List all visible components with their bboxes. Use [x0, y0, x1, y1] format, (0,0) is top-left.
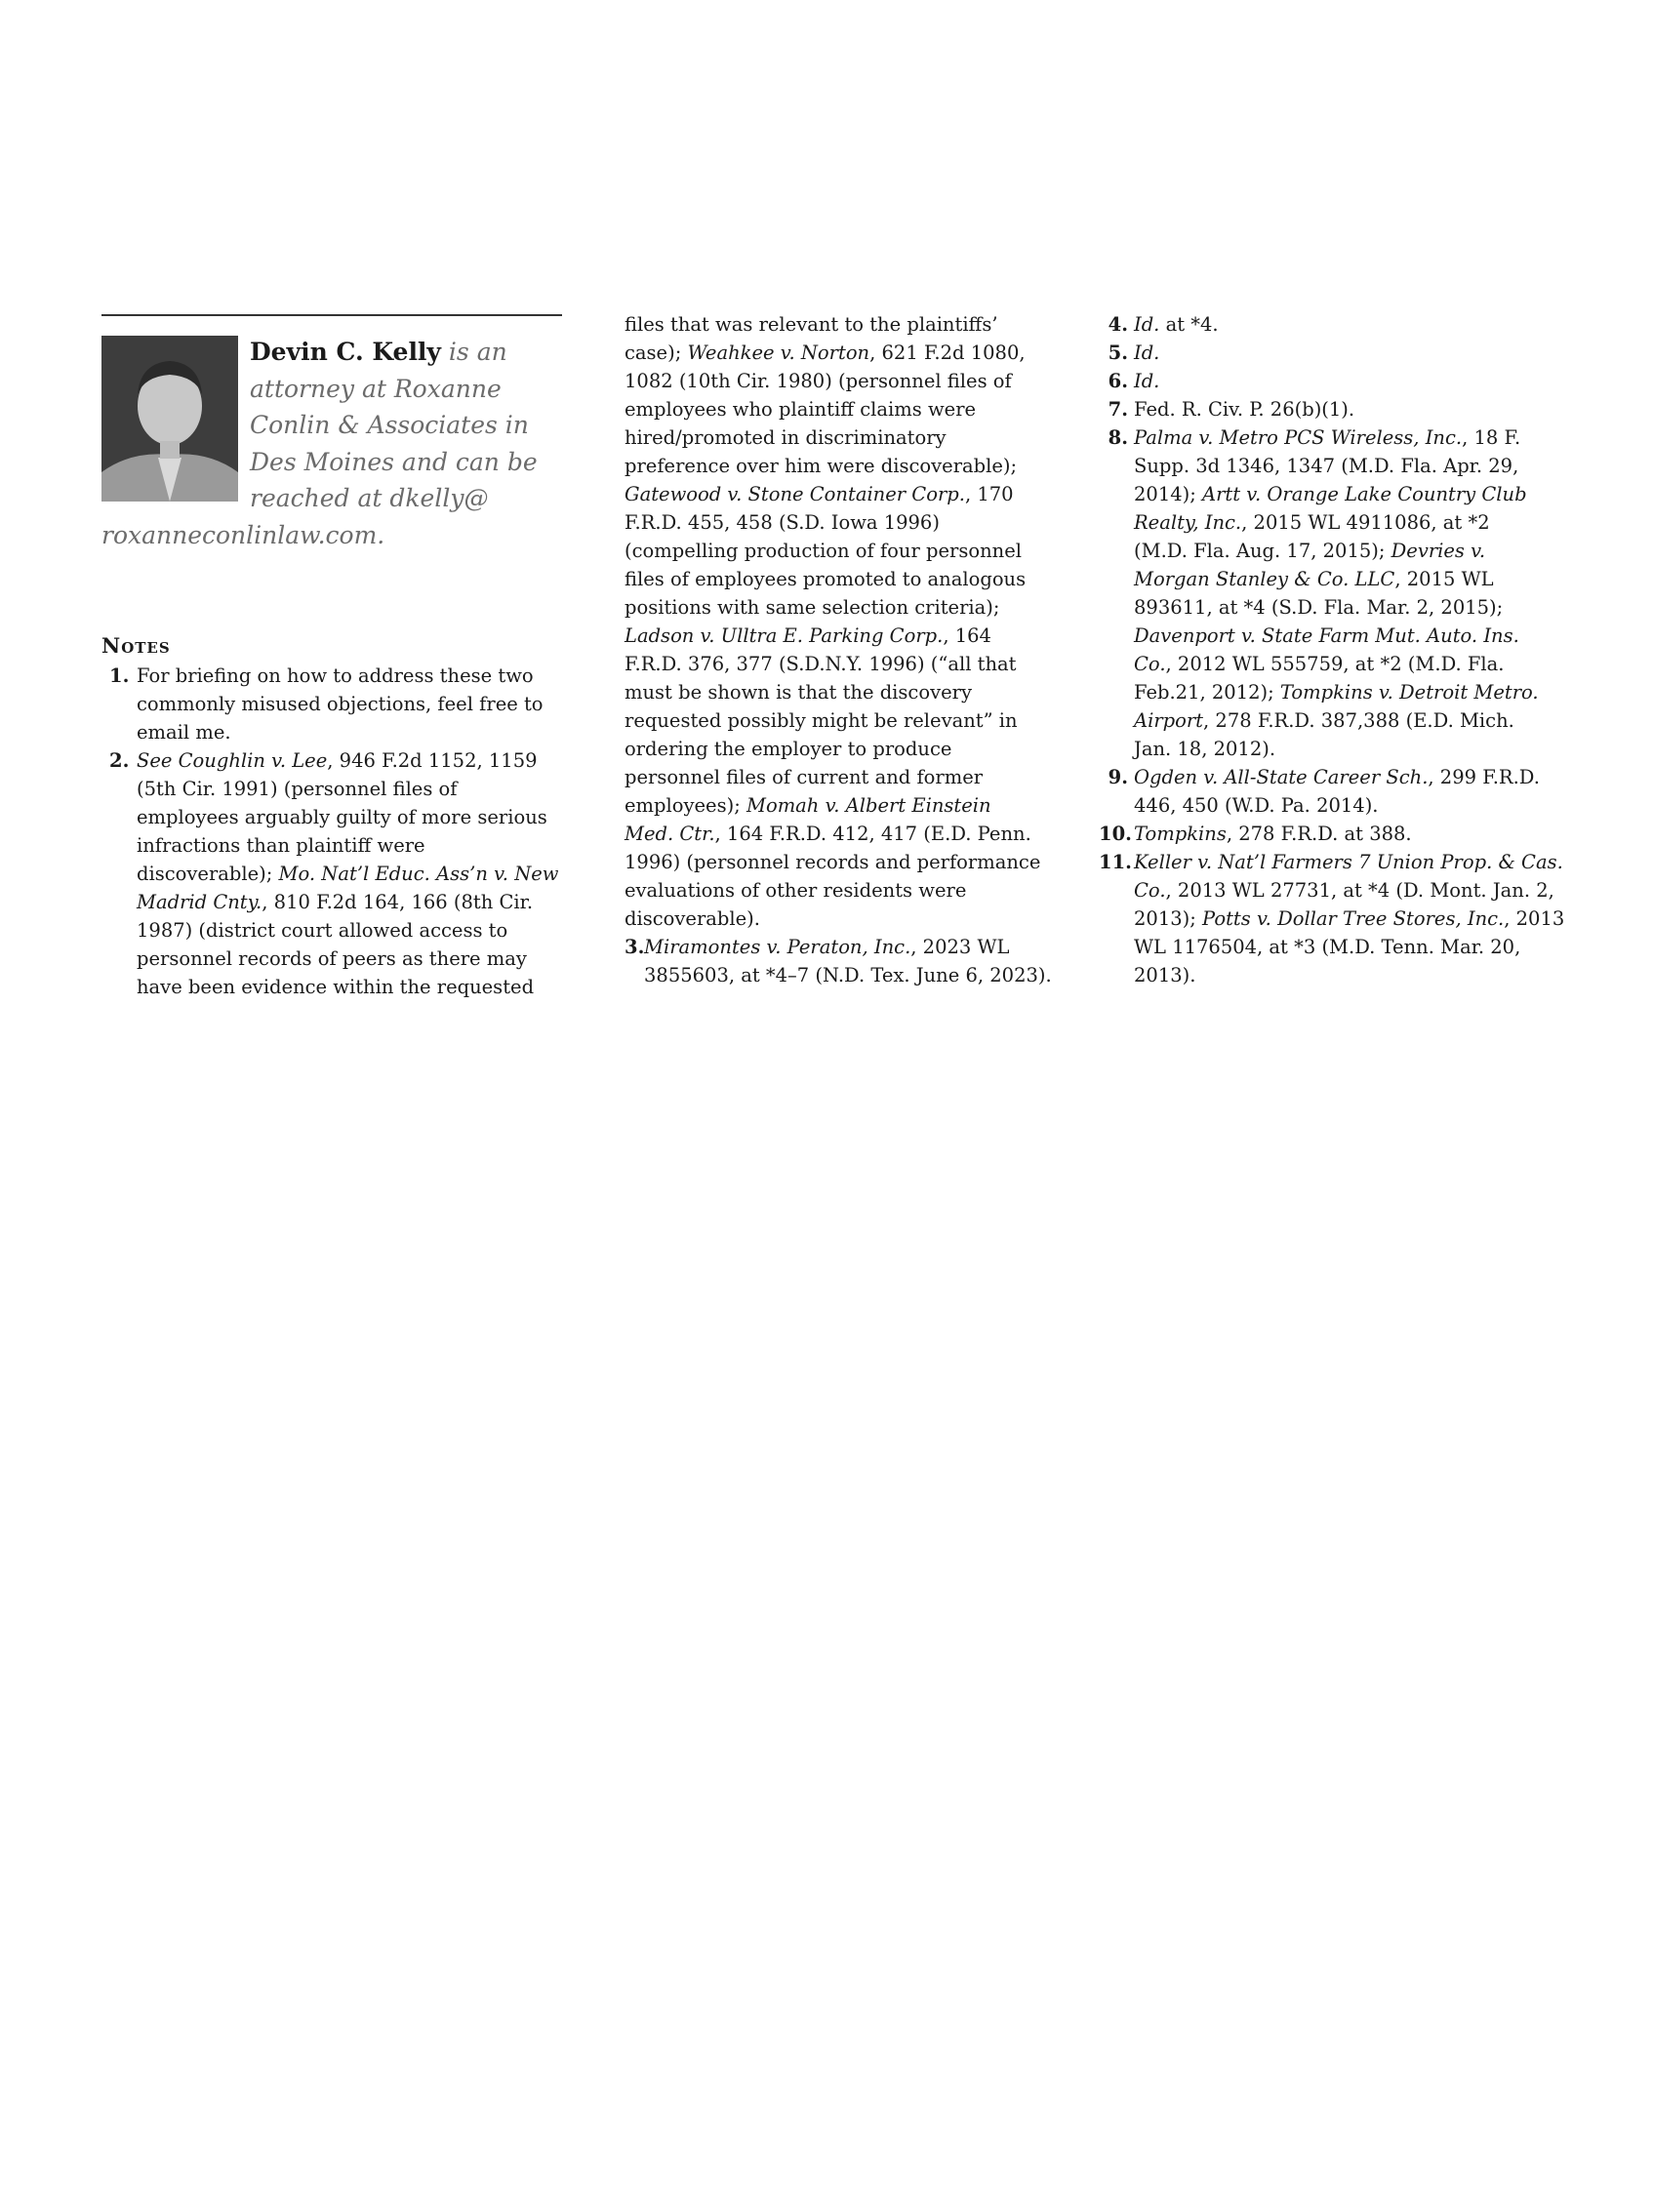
note-5: [1099, 339, 1567, 367]
case-name: Keller v. Nat’l Farmers 7 Union Prop. & Cas.: [1134, 851, 1563, 873]
case-name: Devries v.: [1391, 540, 1486, 562]
bio-line: Conlin & Associates in: [250, 411, 529, 439]
note-number: 2.: [109, 749, 130, 772]
note-line: discoverable).: [625, 907, 760, 930]
note-number: 5.: [1108, 342, 1128, 364]
note-line: 3855603, at *4–7 (N.D. Tex. June 6, 2023).: [644, 964, 1052, 986]
note-line: (compelling production of four personnel: [625, 540, 1022, 562]
note-line: 2013).: [1134, 964, 1196, 986]
case-name: Airport: [1134, 709, 1204, 732]
note-line: , 164 F.R.D. 412, 417 (E.D. Penn.: [714, 823, 1031, 845]
note-line: Fed. R. Civ. P. 26(b)(1).: [1134, 398, 1355, 421]
case-name: Miramontes v. Peraton, Inc.: [644, 936, 911, 958]
top-rule: [101, 314, 562, 316]
note-number: 3.: [625, 936, 645, 958]
case-name: Id.: [1134, 342, 1160, 364]
note-line: files that was relevant to the plaintiffs’: [625, 313, 998, 336]
case-name: Id.: [1134, 370, 1160, 392]
note-line: 2013);: [1134, 907, 1203, 930]
case-name: Madrid Cnty.: [137, 891, 262, 913]
note-number: 8.: [1108, 426, 1128, 449]
note-line: employees who plaintiff claims were: [625, 398, 977, 421]
note-line: requested possibly might be relevant” in: [625, 709, 1018, 732]
note-line: 2014);: [1134, 483, 1203, 505]
note-line: infractions than plaintiff were: [137, 834, 425, 857]
left-column: [101, 314, 562, 1001]
note-11: [1099, 848, 1567, 989]
note-line: hired/promoted in discriminatory: [625, 426, 947, 449]
note-line: , 2013: [1504, 907, 1565, 930]
note-line: 893611, at *4 (S.D. Fla. Mar. 2, 2015);: [1134, 596, 1504, 619]
note-line: discoverable);: [137, 863, 279, 885]
note-6: [1099, 367, 1567, 395]
case-name: Weahkee v. Norton: [687, 342, 870, 364]
note-8: [1099, 423, 1567, 763]
note-line: have been evidence within the requested: [137, 976, 535, 998]
note-line: F.R.D. 455, 458 (S.D. Iowa 1996): [625, 511, 940, 534]
note-line: personnel files of current and former: [625, 766, 984, 788]
note-line: For briefing on how to address these two: [137, 664, 534, 687]
note-line: , 299 F.R.D.: [1428, 766, 1540, 788]
note-line: must be shown is that the discovery: [625, 681, 972, 704]
note-line: (M.D. Fla. Aug. 17, 2015);: [1134, 540, 1391, 562]
case-name: Med. Ctr.: [625, 823, 715, 845]
author-name: Devin C. Kelly: [250, 338, 441, 366]
note-line: Supp. 3d 1346, 1347 (M.D. Fla. Apr. 29,: [1134, 455, 1519, 477]
note-line: , 278 F.R.D. at 388.: [1226, 823, 1412, 845]
case-name: Co.: [1134, 879, 1166, 902]
note-line: , 164: [943, 624, 991, 647]
note-line: 1082 (10th Cir. 1980) (personnel files of: [625, 370, 1012, 392]
note-line: 1987) (district court allowed access to: [137, 919, 508, 942]
note-2-continued: [625, 310, 1073, 933]
case-name: Davenport v. State Farm Mut. Auto. Ins.: [1134, 624, 1519, 647]
case-name: Tompkins: [1134, 823, 1227, 845]
case-name: Palma v. Metro PCS Wireless, Inc.: [1134, 426, 1463, 449]
note-number: 9.: [1108, 766, 1128, 788]
author-photo: [101, 336, 238, 502]
bio-email-domain: roxanneconlinlaw.com.: [101, 520, 385, 549]
case-name: Ladson v. Ulltra E. Parking Corp.: [625, 624, 944, 647]
note-line: , 278 F.R.D. 387,388 (E.D. Mich.: [1203, 709, 1514, 732]
note-line: , 2015 WL 4911086, at *2: [1241, 511, 1490, 534]
note-line: email me.: [137, 721, 231, 744]
middle-column: [625, 310, 1073, 989]
note-line: Feb.21, 2012);: [1134, 681, 1280, 704]
case-name: Momah v. Albert Einstein: [746, 794, 991, 817]
note-line: 1996) (personnel records and performance: [625, 851, 1041, 873]
note-line: at *4.: [1159, 313, 1219, 336]
case-name: Tompkins v. Detroit Metro.: [1279, 681, 1539, 704]
right-column: [1099, 310, 1567, 989]
note-line: , 170: [964, 483, 1014, 505]
case-name: Id.: [1134, 313, 1160, 336]
case-name: See Coughlin v. Lee: [137, 749, 328, 772]
case-name: Ogden v. All-State Career Sch.: [1134, 766, 1429, 788]
note-line: Jan. 18, 2012).: [1134, 738, 1276, 760]
note-2: [101, 746, 562, 1001]
note-line: personnel records of peers as there may: [137, 947, 527, 970]
note-line: , 2015 WL: [1394, 568, 1494, 590]
note-line: , 18 F.: [1462, 426, 1521, 449]
note-number: 4.: [1108, 313, 1128, 336]
note-7: [1099, 395, 1567, 423]
note-line: F.R.D. 376, 377 (S.D.N.Y. 1996) (“all that: [625, 653, 1017, 675]
note-4: [1099, 310, 1567, 339]
note-number: 1.: [109, 664, 130, 687]
case-name: Realty, Inc.: [1134, 511, 1242, 534]
note-line: , 946 F.2d 1152, 1159: [327, 749, 538, 772]
note-line: files of employees promoted to analogous: [625, 568, 1027, 590]
note-line: positions with same selection criteria);: [625, 596, 1000, 619]
note-9: [1099, 763, 1567, 820]
note-line: preference over him were discoverable);: [625, 455, 1018, 477]
notes-heading: Notes: [101, 633, 171, 658]
note-line: (5th Cir. 1991) (personnel files of: [137, 778, 458, 800]
bio-line: attorney at Roxanne: [250, 374, 502, 403]
note-line: 446, 450 (W.D. Pa. 2014).: [1134, 794, 1379, 817]
author-bio: [101, 334, 562, 553]
case-name: Mo. Nat’l Educ. Ass’n v. New: [278, 863, 559, 885]
note-number: 10.: [1099, 823, 1132, 845]
case-name: Potts v. Dollar Tree Stores, Inc.: [1202, 907, 1505, 930]
note-line: employees arguably guilty of more serious: [137, 806, 547, 828]
note-line: WL 1176504, at *3 (M.D. Tenn. Mar. 20,: [1134, 936, 1521, 958]
note-number: 6.: [1108, 370, 1128, 392]
case-name: Morgan Stanley & Co. LLC: [1134, 568, 1395, 590]
bio-line: is an: [440, 338, 507, 366]
note-line: ordering the employer to produce: [625, 738, 952, 760]
note-3: [625, 933, 1073, 989]
note-10: [1099, 820, 1567, 848]
note-line: , 2013 WL 27731, at *4 (D. Mont. Jan. 2,: [1165, 879, 1554, 902]
note-line: commonly misused objections, feel free to: [137, 693, 544, 715]
note-1: [101, 662, 562, 746]
note-line: , 2023 WL: [910, 936, 1010, 958]
note-line: , 810 F.2d 164, 166 (8th Cir.: [262, 891, 534, 913]
note-line: , 621 F.2d 1080,: [869, 342, 1026, 364]
bio-line: Des Moines and can be: [250, 447, 538, 476]
case-name: Artt v. Orange Lake Country Club: [1202, 483, 1527, 505]
case-name: Co.: [1134, 653, 1166, 675]
note-line: case);: [625, 342, 688, 364]
note-line: evaluations of other residents were: [625, 879, 967, 902]
note-line: , 2012 WL 555759, at *2 (M.D. Fla.: [1165, 653, 1505, 675]
note-number: 11.: [1099, 851, 1132, 873]
bio-email-part: reached at dkelly@: [250, 484, 489, 512]
case-name: Gatewood v. Stone Container Corp.: [625, 483, 965, 505]
note-line: employees);: [625, 794, 746, 817]
note-number: 7.: [1108, 398, 1128, 421]
